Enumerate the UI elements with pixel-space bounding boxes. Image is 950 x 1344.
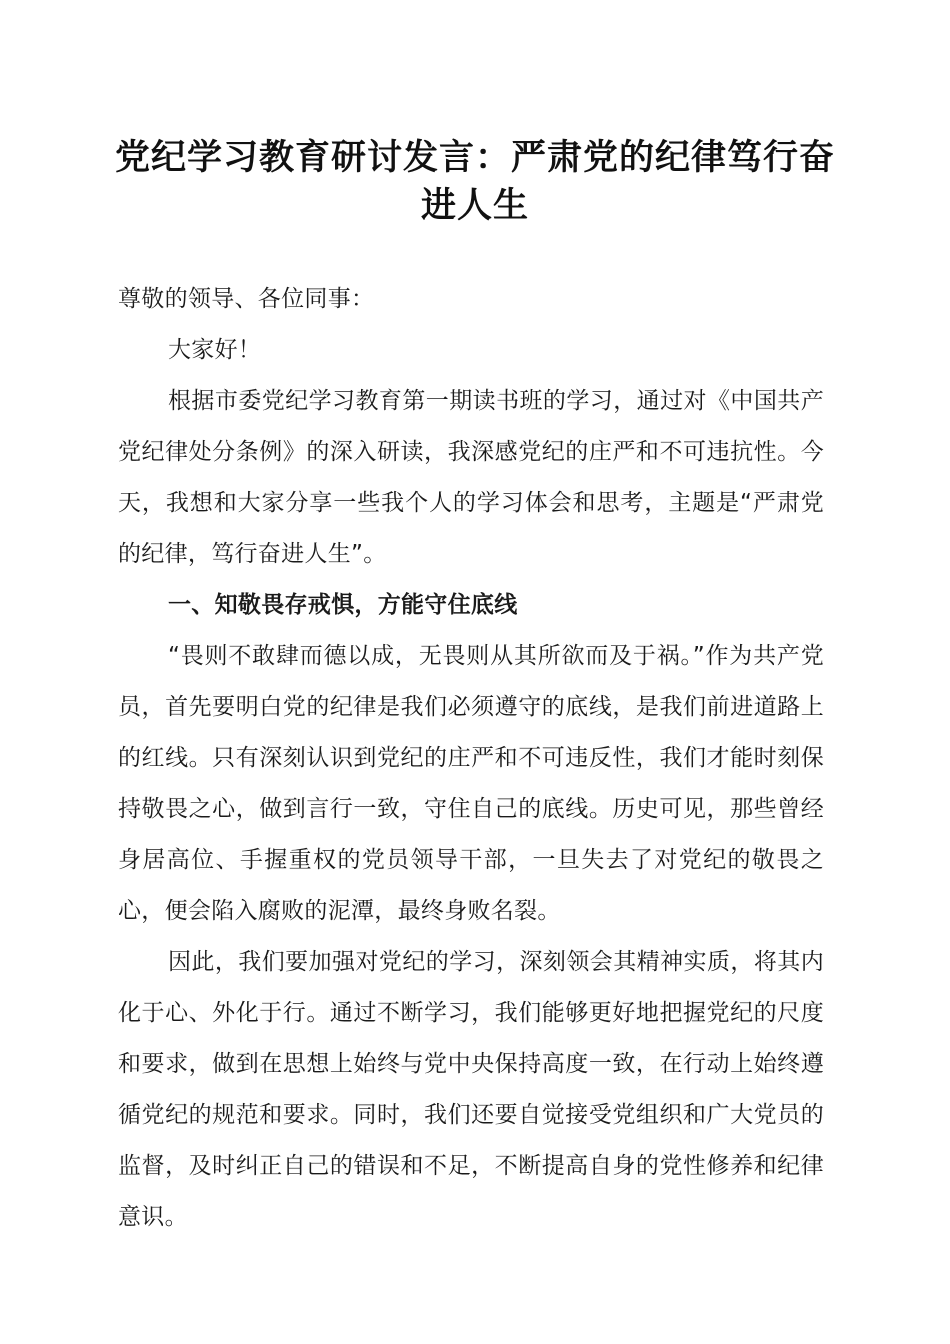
- greeting: 大家好！: [168, 337, 262, 363]
- salutation: 尊敬的领导、各位同事：: [118, 286, 375, 312]
- section-paragraph: 因此，我们要加强对党纪的学习，深刻领会其精神实质，将其内化于心、外化于行。通过不断学习，我们能够更好地把握党纪的尺度和要求，做到在思想上始终与党中央保持高度一致，在行动上始终遵循党纪的规范和要求。同时，我们还要自觉接受党组织和广大党员的监督，及时纠正自己的错误和不足，不断提高自身的党性修养和纪律意识。: [118, 949, 824, 1230]
- section-heading: 一、知敬畏存戒惧，方能守住底线: [168, 592, 518, 618]
- intro-paragraph: 根据市委党纪学习教育第一期读书班的学习，通过对《中国共产党纪律处分条例》的深入研读，我深感党纪的庄严和不可违抗性。今天，我想和大家分享一些我个人的学习体会和思考，主题是“严肃党的纪律，笃行奋进人生”。: [118, 388, 824, 567]
- document-body: [118, 274, 824, 1243]
- document-title: 党纪学习教育研讨发言：严肃党的纪律笃行奋进人生: [114, 137, 835, 226]
- section-paragraph: “畏则不敢肆而德以成，无畏则从其所欲而及于祸。”作为共产党员，首先要明白党的纪律是我们必须遵守的底线，是我们前进道路上的红线。只有深刻认识到党纪的庄严和不可违反性，我们才能时刻保持敬畏之心，做到言行一致，守住自己的底线。历史可见，那些曾经身居高位、手握重权的党员领导干部，一旦失去了对党纪的敬畏之心，便会陷入腐败的泥潭，最终身败名裂。: [118, 643, 824, 924]
